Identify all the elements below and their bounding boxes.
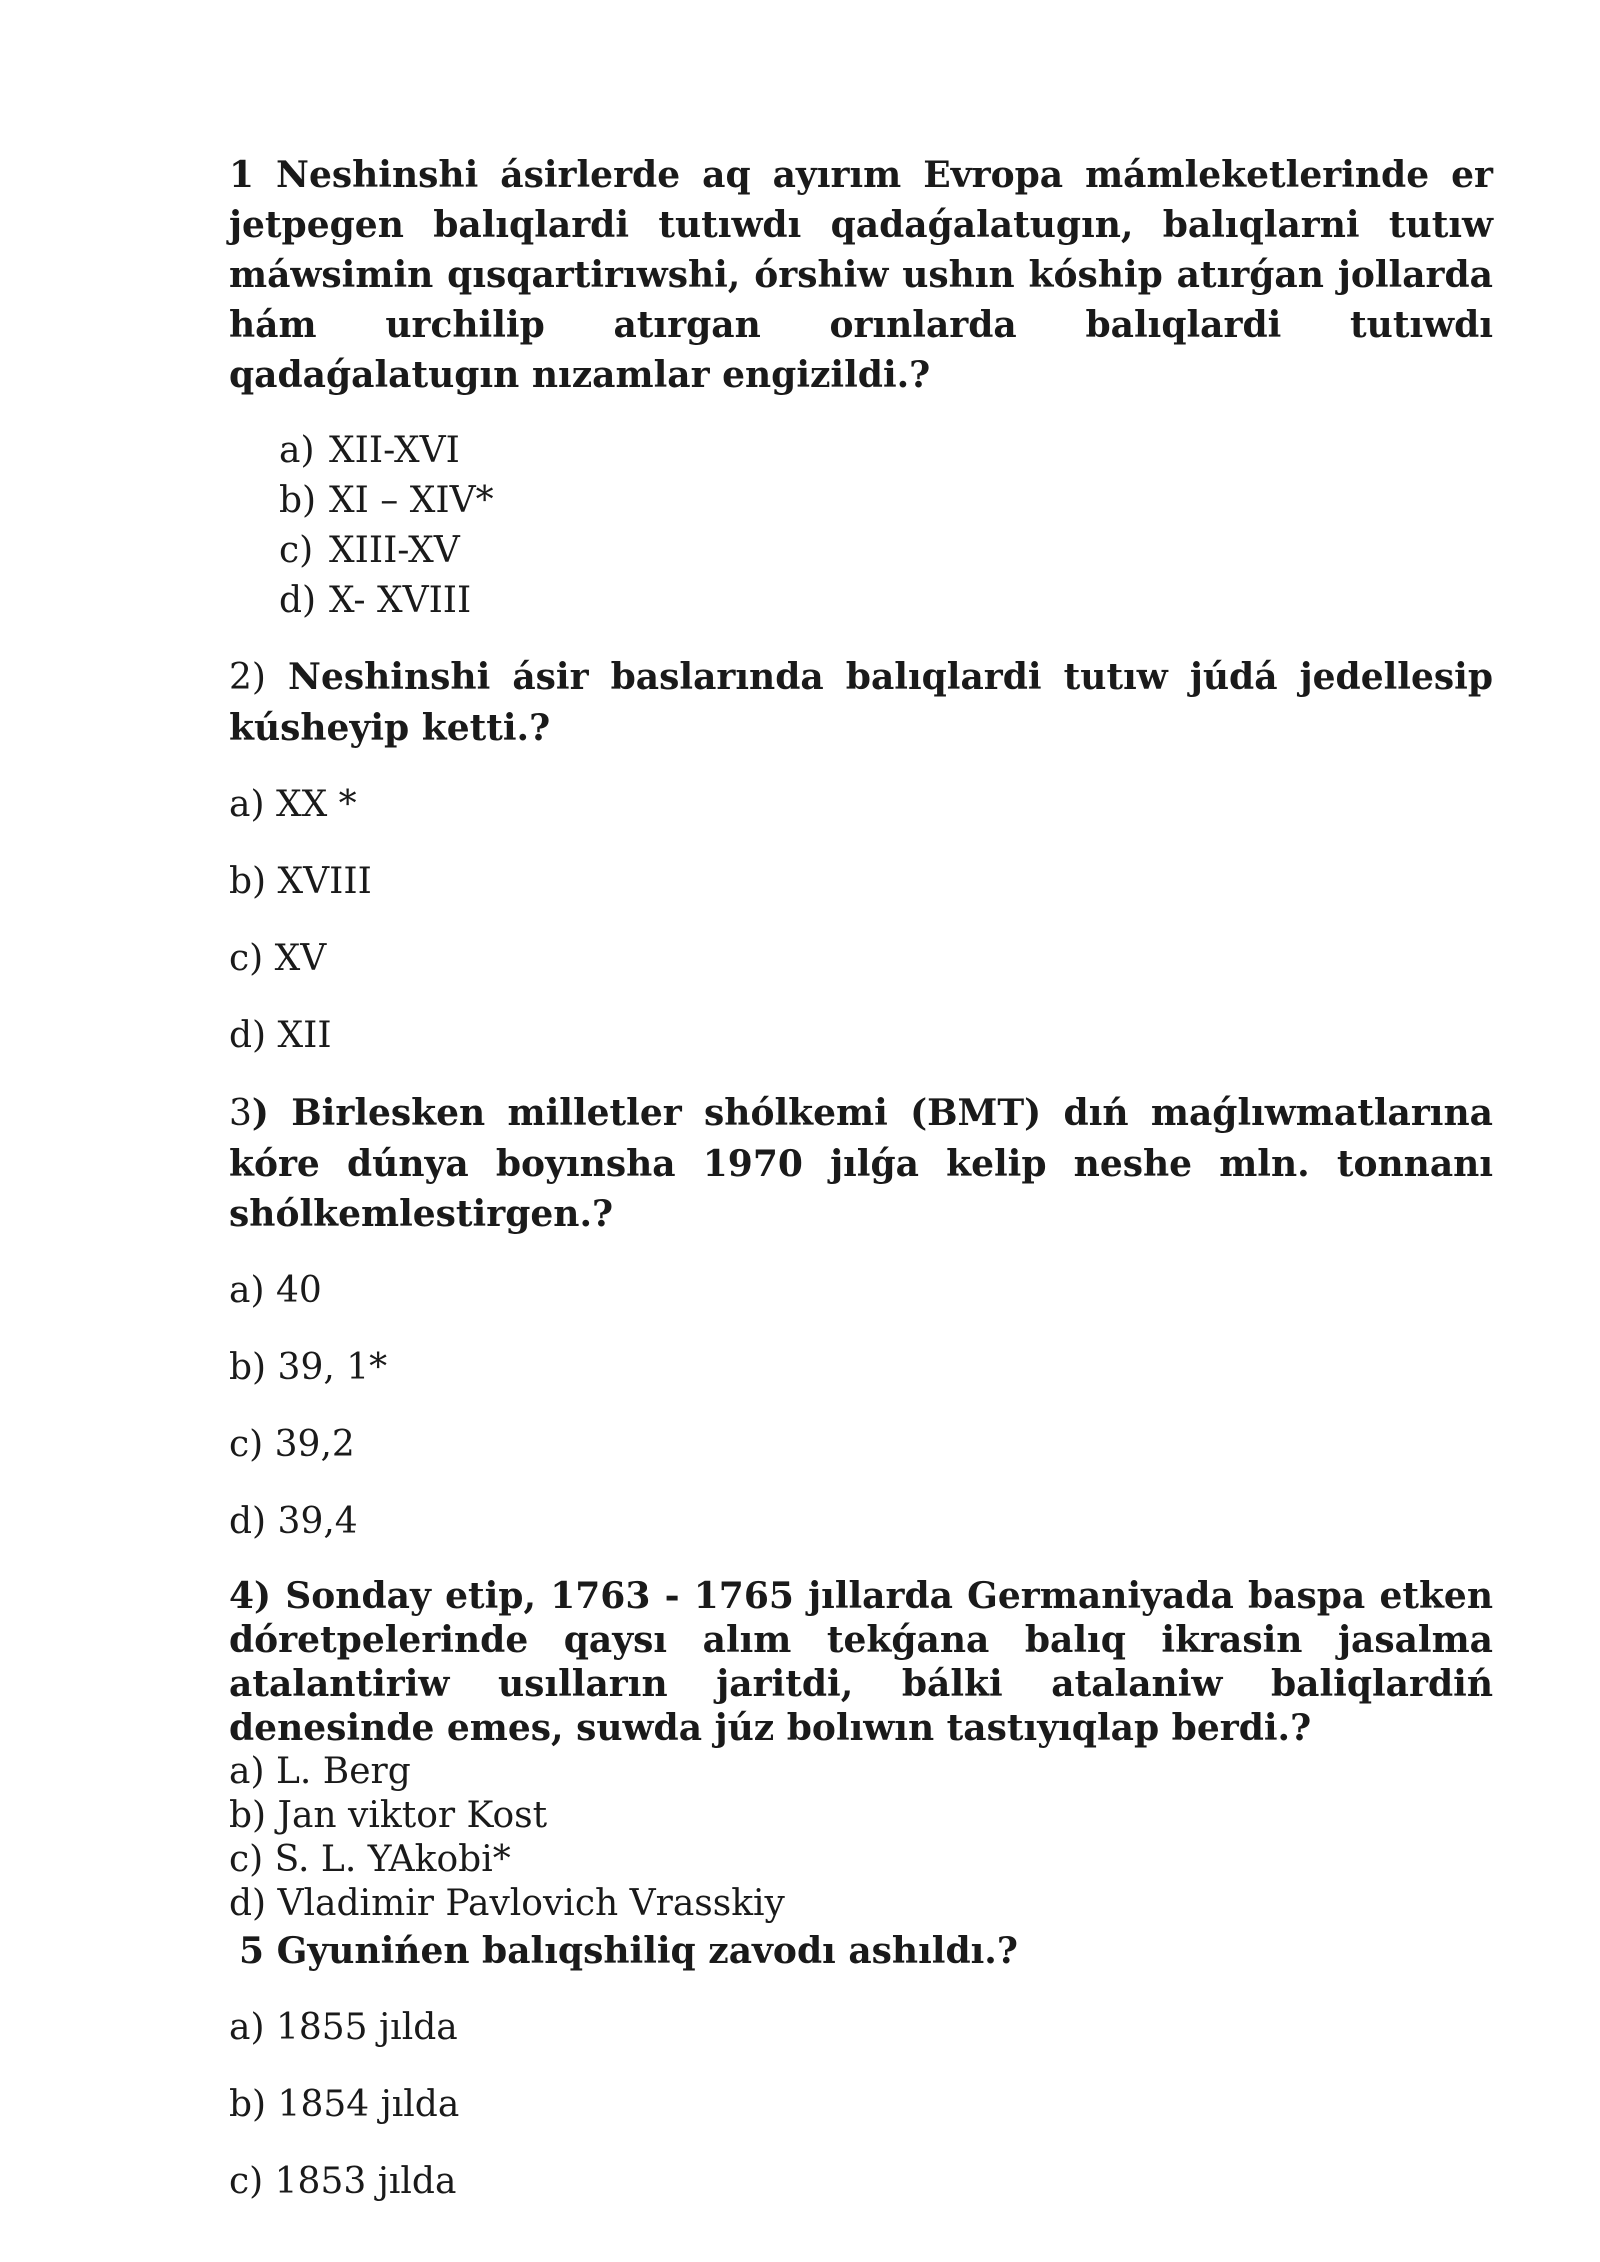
- question-number: 3: [229, 1093, 252, 1134]
- question-text: ) Birlesken milletler shólkemi (BMT) dıń maǵlıwmatlarına kóre dúnya boyınsha 1970 jılǵa kelip neshe mln. tonnanı shólkemlestirgen.?: [229, 1092, 1493, 1235]
- option-b: [279, 476, 1493, 526]
- question-1: 1 Neshinshi ásirlerde aq ayırım Evropa mámleketlerinde er jetpegen balıqlardi tutıwdı qadaǵalatugın, balıqlarni tutıw máwsimin qısqartirıwshi, órshiw ushın kóship atırǵan jollarda hám urchilip atırgan orınlarda balıqlardi tutıwdı qadaǵalatugın nızamlar engizildi.?: [229, 154, 1493, 396]
- question-1-options: [229, 426, 1493, 626]
- option-a: a) 40: [229, 1270, 322, 1311]
- question-3: [229, 1088, 1493, 1239]
- option-a: a) 1855 jılda: [229, 2007, 458, 2048]
- option-b: b) 39, 1*: [229, 1347, 388, 1388]
- option-text: XI – XIV*: [329, 480, 494, 521]
- option-a: a) L. Berg: [229, 1751, 411, 1792]
- option-c: c) 39,2: [229, 1424, 355, 1465]
- option-text: XII-XVI: [329, 430, 460, 471]
- option-letter: b): [279, 480, 317, 521]
- question-5: 5 Gyunińen balıqshiliq zavodı ashıldı.?: [239, 1930, 1018, 1972]
- option-text: X- XVIII: [329, 580, 472, 621]
- document-page: [229, 150, 1493, 2207]
- option-d: d) Vladimir Pavlovich Vrasskiy: [229, 1883, 785, 1924]
- option-c: c) XV: [229, 938, 327, 979]
- option-letter: a): [279, 430, 315, 471]
- option-letter: c): [279, 530, 314, 571]
- option-c: [279, 526, 1493, 576]
- question-2: [229, 652, 1493, 753]
- option-d: [279, 576, 1493, 626]
- option-b: b) Jan viktor Kost: [229, 1795, 548, 1836]
- option-d: d) XII: [229, 1015, 332, 1056]
- question-4: 4) Sonday etip, 1763 - 1765 jıllarda Germaniyada baspa etken dóretpelerinde qaysı alım tekǵana balıq ikrasin jasalma atalantiriw usılların jaritdi, bálki atalaniw baliqlardiń denesinde emes, suwda júz bolıwın tastıyıqlap berdi.?: [229, 1575, 1493, 1749]
- option-c: c) 1853 jılda: [229, 2161, 457, 2202]
- option-b: b) 1854 jılda: [229, 2084, 460, 2125]
- option-letter: d): [279, 580, 317, 621]
- option-d: d) 39,4: [229, 1501, 358, 1542]
- option-text: XIII-XV: [329, 530, 460, 571]
- question-number: 2): [229, 657, 266, 698]
- question-text: Neshinshi ásir baslarında balıqlardi tutıw júdá jedellesip kúsheyip ketti.?: [229, 656, 1493, 749]
- option-a: [279, 426, 1493, 476]
- option-a: a) XX *: [229, 784, 357, 825]
- option-b: b) XVIII: [229, 861, 372, 902]
- option-c: c) S. L. YAkobi*: [229, 1839, 511, 1880]
